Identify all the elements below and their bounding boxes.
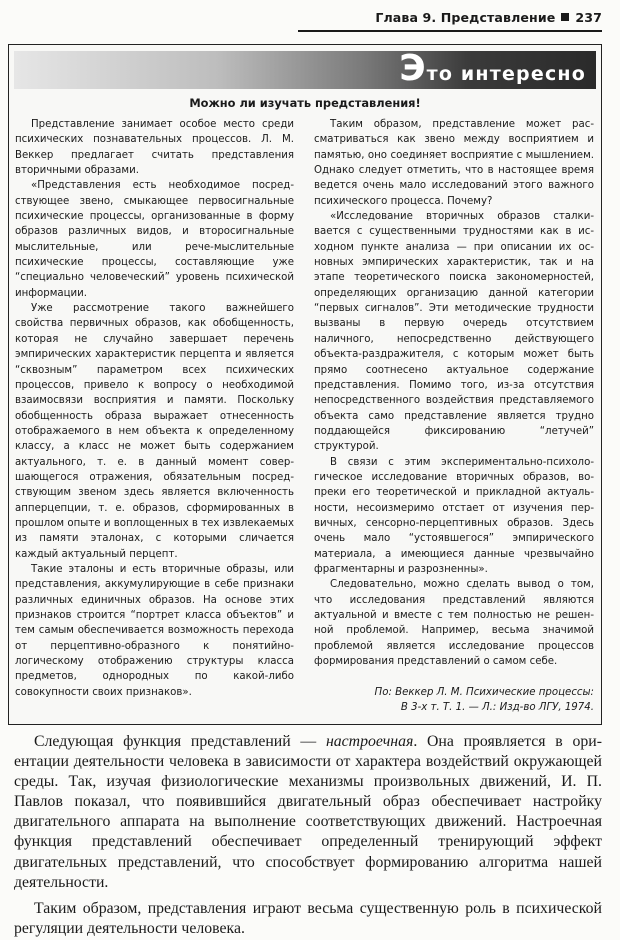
- citation: [314, 685, 594, 716]
- right-paragraph: «Исследование вторичных образов сталкивается с существенными трудностями как в исходном пункте анализа — при описании их основных эмпирических характеристик, так и на этапе теоретического поиска закономерностей, определяющих организацию данной категории “первых сигналов”. Эти методические трудности вызваны в первую очередь отсутствием наличного, непосредственно действующего объекта-раздражителя, с которым может быть прямо соотнесено актуальное содержание представления. Помимо того, из-за отсутствия непосредственного воздействия представляемого объекта само представление является трудно поддающейся фиксированию “летучей” структурой.: [314, 211, 594, 453]
- left-paragraph: Уже рассмотрение такого важнейшего свойства первичных образов, как обобщенность, которая не случайно завершает перечень эмпирических характеристик перцепта и является “сквозным” параметром всех психических процессов, привело к вопросу о необходимой взаимосвязи восприятия и памяти. Поскольку обобщенность образа выражает отнесенность отображаемого в нем объекта к определенному классу, а класс не может быть содержанием актуального, т. е. в данный момент совершающегося отражения, обязательным посредствующим звеном здесь является включенность апперцепции, т. е. образов, сформированных в прошлом опыте и воплощенных в тех извлекаемых из памяти эталонах, с которыми сличается каждый актуальный перцепт.: [15, 303, 294, 560]
- para1-rest: . Она проявляется в ориентации деятельности человека в зависимости от характера воздействий окружающей среды. Так, изучая физиологические механизмы произвольных движений, И. П. Павлов показал, что появившийся двигательный образ обеспечивает настройку двигательного аппарата на выполнение соответствующих движений. Настроечная функция представлений обеспечивает определенный тренирующий эффект двигательных представлений, что способствует формированию алгоритма нашей деятельности.: [14, 733, 602, 891]
- page-number: 237: [575, 9, 602, 25]
- left-paragraph: Такие эталоны и есть вторичные образы, или представления, аккумулирующие в себе признаки различных единичных образов. На основе этих признаков строится “портрет класса объектов” и тем самым обеспечивается возможность перехода от перцептивно-образного к понятийно-логическому отображению структуры класса предметов, однородных по какой-либо совокупности своих признаков».: [15, 563, 294, 698]
- left-paragraph: Представление занимает особое место среди психических познавательных процессов. Л. М. Веккер предлагает считать представления вторичными образами.: [15, 119, 294, 177]
- sidebar-box: [8, 44, 602, 725]
- right-paragraph: Следовательно, можно сделать вывод о том, что исследования представлений являются актуальной и вместе с тем полностью не решенной проблемой. Например, весьма значимой проблемой является исследование процессов формирования представлений о самом себе.: [314, 579, 594, 668]
- sidebar-left-column: [15, 117, 294, 700]
- banner-title: [399, 48, 586, 90]
- term-emphasis: настроечная: [325, 733, 414, 750]
- main-text: [14, 732, 602, 939]
- running-header: [0, 6, 602, 28]
- citation-line: По: Веккер Л. М. Психические процессы:: [374, 687, 594, 698]
- banner-rest: то интересно: [426, 63, 586, 85]
- main-paragraph: Таким образом, представления играют весьма существенную роль в психической регуляции деятельности человека.: [14, 899, 602, 937]
- citation-line: В 3-х т. Т. 1. — Л.: Изд-во ЛГУ, 1974.: [400, 702, 594, 714]
- header-rule: [298, 30, 602, 32]
- chapter-title: Глава 9. Представление: [375, 9, 556, 25]
- square-bullet-icon: [561, 13, 569, 21]
- sidebar-title: Можно ли изучать представления!: [189, 96, 421, 110]
- right-paragraph: В связи с этим экспериментально-психологическое исследование вторичных образов, вопреки его теоретической и прикладной актуальности, несоизмеримо отстает от изучения первичных, сенсорно-перцептивных образов. Здесь очень мало “устоявшегося” эмпирического материала, а имеющиеся данные чрезвычайно фрагментарны и разрозненны».: [314, 456, 594, 575]
- sidebar-banner: [14, 48, 596, 89]
- main-paragraph: [14, 732, 602, 893]
- banner-initial: Э: [399, 48, 426, 89]
- para1-start: Следующая функция представлений —: [34, 733, 326, 750]
- right-paragraph: Таким образом, представление может рассматриваться как звено между восприятием и памятью, оно соединяет восприятие с мышлением. Однако следует отметить, что в настоящее время ведется очень мало исследований этого важного психического процесса. Почему?: [314, 119, 594, 207]
- left-paragraph: «Представления есть необходимое посредствующее звено, смыкающее первосигнальные психические процессы, организованные в форму образов различных видов, и второсигнальные мыслительные, или рече-мыслительные психические процессы, составляющие уже “специально человеческий” уровень психической информации.: [15, 180, 294, 299]
- sidebar-right-column: [314, 117, 594, 669]
